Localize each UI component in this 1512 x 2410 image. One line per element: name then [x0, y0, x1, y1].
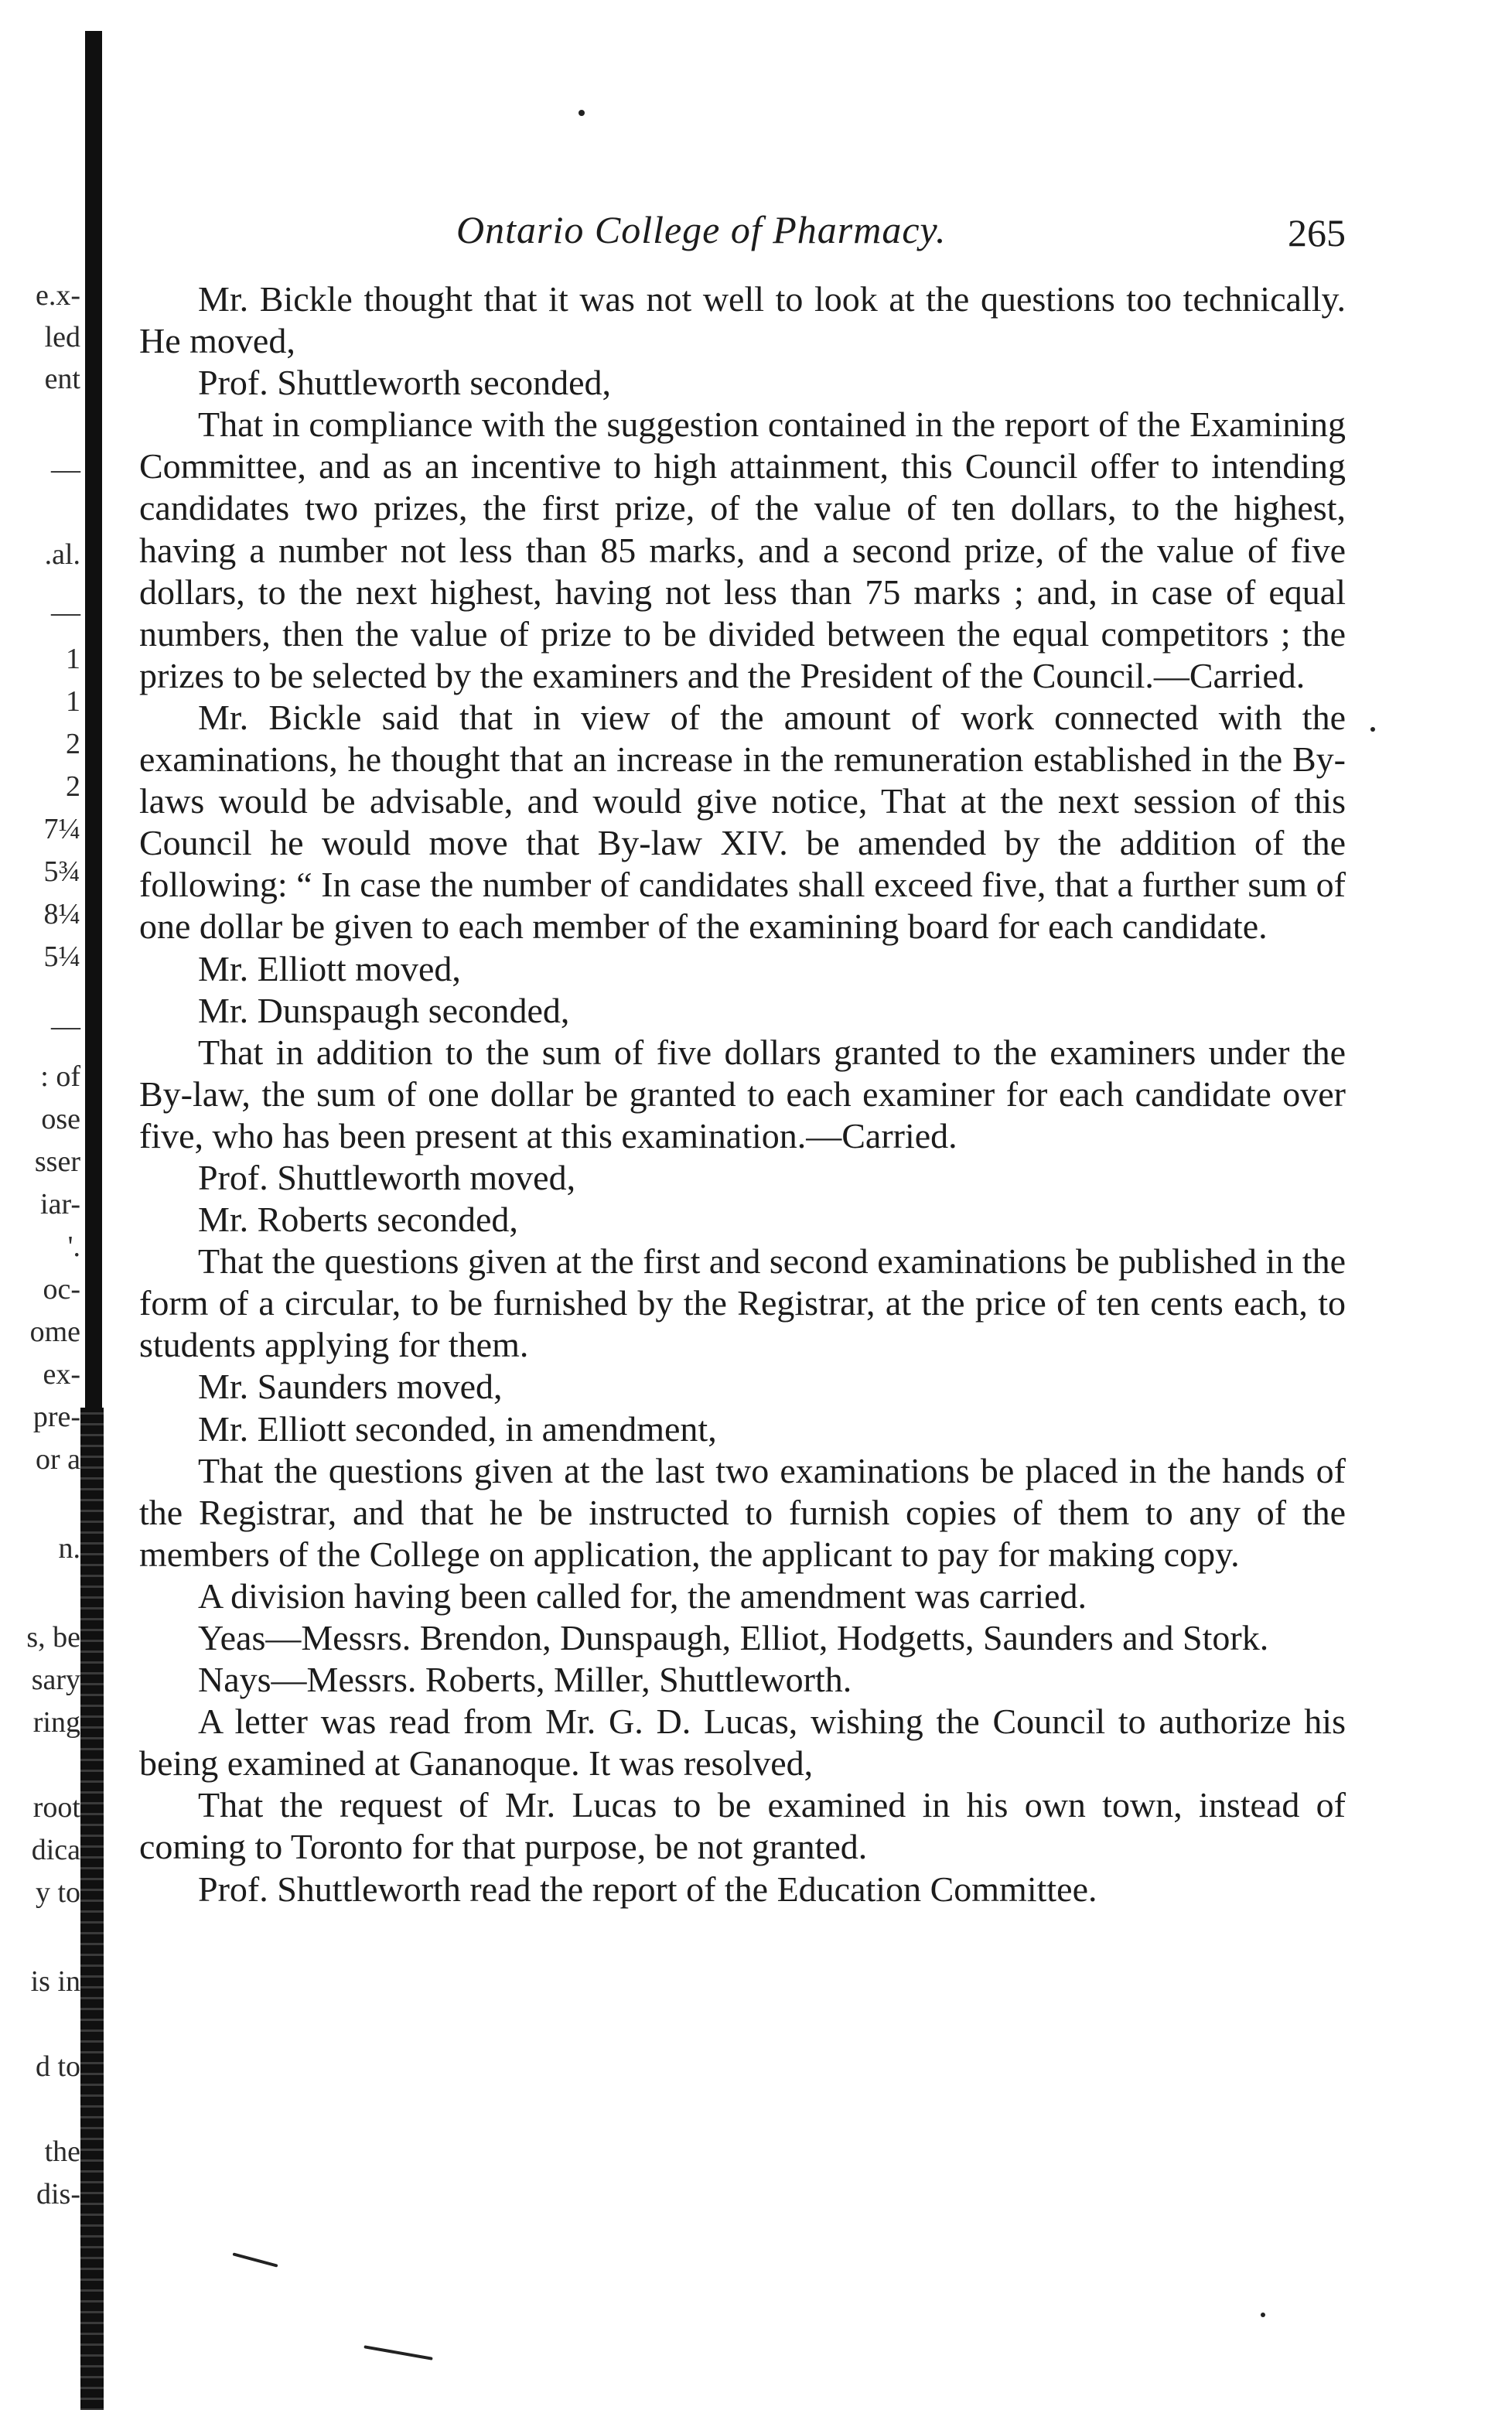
- margin-fragment: .al.: [44, 538, 80, 571]
- margin-fragment: ex-: [43, 1358, 80, 1391]
- paragraph: Mr. Saunders moved,: [198, 1367, 503, 1407]
- paragraph: That the questions given at the first and second examinations be published in the form of a circular, to be furnished by the Registrar, at the price of ten cents each, to students applying for them.: [139, 1241, 1346, 1365]
- margin-fragment: the: [44, 2135, 80, 2168]
- margin-fragment: : of: [40, 1060, 80, 1093]
- margin-fragment: sser: [34, 1145, 80, 1178]
- margin-fragment: sary: [31, 1664, 80, 1696]
- margin-fragment: pre-: [32, 1401, 80, 1433]
- binding-gutter: [85, 31, 102, 2379]
- scan-speck: [1261, 2313, 1265, 2317]
- paragraph: A division having been called for, the amendment was carried.: [198, 1575, 1087, 1616]
- margin-fragment: y to: [35, 1876, 80, 1909]
- page-header: [139, 207, 1346, 261]
- paragraph: Prof. Shuttleworth seconded,: [198, 363, 612, 403]
- margin-fragment: 5¼: [43, 940, 80, 973]
- running-title: Ontario College of Pharmacy.: [456, 208, 947, 251]
- paragraph: Mr. Roberts seconded,: [198, 1200, 518, 1240]
- paragraph: That the questions given at the last two examinations be placed in the hands of the Registrar, and that he be instructed to furnish copies of them to any of the members of the College on application, the applicant to pay for making copy.: [139, 1450, 1346, 1574]
- margin-fragment: —: [51, 453, 80, 486]
- paragraph: That the request of Mr. Lucas to be examined in his own town, instead of coming to Toronto for that purpose, be not granted.: [139, 1785, 1346, 1867]
- margin-fragment: 1: [66, 685, 80, 718]
- paragraph: Mr. Bickle said that in view of the amount of work connected with the examinations, he thought that an increase in the remuneration established in the By-laws would be advisable, and would give notice, That at the next session of this Council he would move that By-law XIV. be amended by the addition of the following: “ In case the number of candidates shall exceed five, that a further sum of one dollar be given to each member of the examining board for each candidate.: [139, 697, 1346, 947]
- paragraph: Mr. Dunspaugh seconded,: [198, 990, 570, 1030]
- margin-fragment: 8¼: [43, 898, 80, 930]
- margin-fragment: 2: [66, 728, 80, 760]
- paragraph: Prof. Shuttleworth moved,: [198, 1157, 576, 1197]
- margin-fragment: oc-: [43, 1273, 80, 1306]
- paragraph: That in addition to the sum of five dollars granted to the examiners under the By-law, the sum of one dollar be granted to each examiner for each candidate over five, who has been present at this examination.—Carried.: [139, 1032, 1346, 1156]
- margin-fragment: s, be: [26, 1621, 80, 1654]
- paragraph: Mr. Bickle thought that it was not well to look at the questions too technically. He moved,: [139, 279, 1346, 361]
- margin-fragment: n.: [58, 1532, 80, 1565]
- margin-fragment: iar-: [40, 1188, 80, 1220]
- page-body: [139, 278, 1346, 1910]
- paragraph: Mr. Elliott seconded, in amendment,: [198, 1408, 717, 1449]
- page-number: 265: [1288, 211, 1346, 254]
- margin-fragment: ring: [32, 1706, 80, 1739]
- margin-fragment: or a: [35, 1443, 80, 1476]
- paragraph: Prof. Shuttleworth read the report of the Education Committee.: [198, 1869, 1097, 1909]
- margin-fragment: 2: [66, 770, 80, 803]
- margin-fragment: ome: [29, 1316, 80, 1348]
- margin-fragment: '.: [67, 1231, 80, 1263]
- margin-fragment: 7¼: [43, 813, 80, 845]
- margin-fragment: d to: [35, 2050, 80, 2083]
- scan-speck: [363, 2345, 432, 2361]
- paragraph: Nays—Messrs. Roberts, Miller, Shuttleworth.: [198, 1660, 852, 1700]
- margin-fragment: led: [44, 321, 80, 353]
- scan-speck: [579, 110, 585, 116]
- margin-fragment: ent: [44, 363, 80, 395]
- paragraph: That in compliance with the suggestion contained in the report of the Examining Committee, and as an incentive to high attainment, this Council offer to intending candidates two prizes, the first prize, of the value of ten dollars, to the highest, having a number not less than 85 marks, and a second prize, of the value of five dollars, to the next highest, having not less than 75 marks ; and, in case of equal numbers, then the value of prize to be divided between the equal competitors ; the prizes to be selected by the examiners and the President of the Council.—Carried.: [139, 405, 1346, 695]
- margin-fragment: —: [51, 1010, 80, 1043]
- scan-speck: [233, 2252, 278, 2267]
- margin-fragment: ose: [41, 1103, 80, 1135]
- margin-fragment: dis-: [36, 2178, 80, 2210]
- paragraph: A letter was read from Mr. G. D. Lucas, wishing the Council to authorize his being examined at Gananoque. It was resolved,: [139, 1702, 1346, 1784]
- margin-fragment: 1: [66, 643, 80, 675]
- margin-fragment: root: [32, 1791, 80, 1824]
- margin-fragment: e.x-: [35, 279, 80, 312]
- paragraph: Mr. Elliott moved,: [198, 948, 461, 988]
- margin-fragment: is in: [30, 1965, 80, 1998]
- margin-fragment: —: [51, 596, 80, 629]
- paragraph: Yeas—Messrs. Brendon, Dunspaugh, Elliot, Hodgetts, Saunders and Stork.: [198, 1618, 1269, 1657]
- margin-fragment: dica: [31, 1834, 80, 1866]
- scan-speck: [1370, 727, 1375, 732]
- margin-fragment: 5¾: [43, 855, 80, 888]
